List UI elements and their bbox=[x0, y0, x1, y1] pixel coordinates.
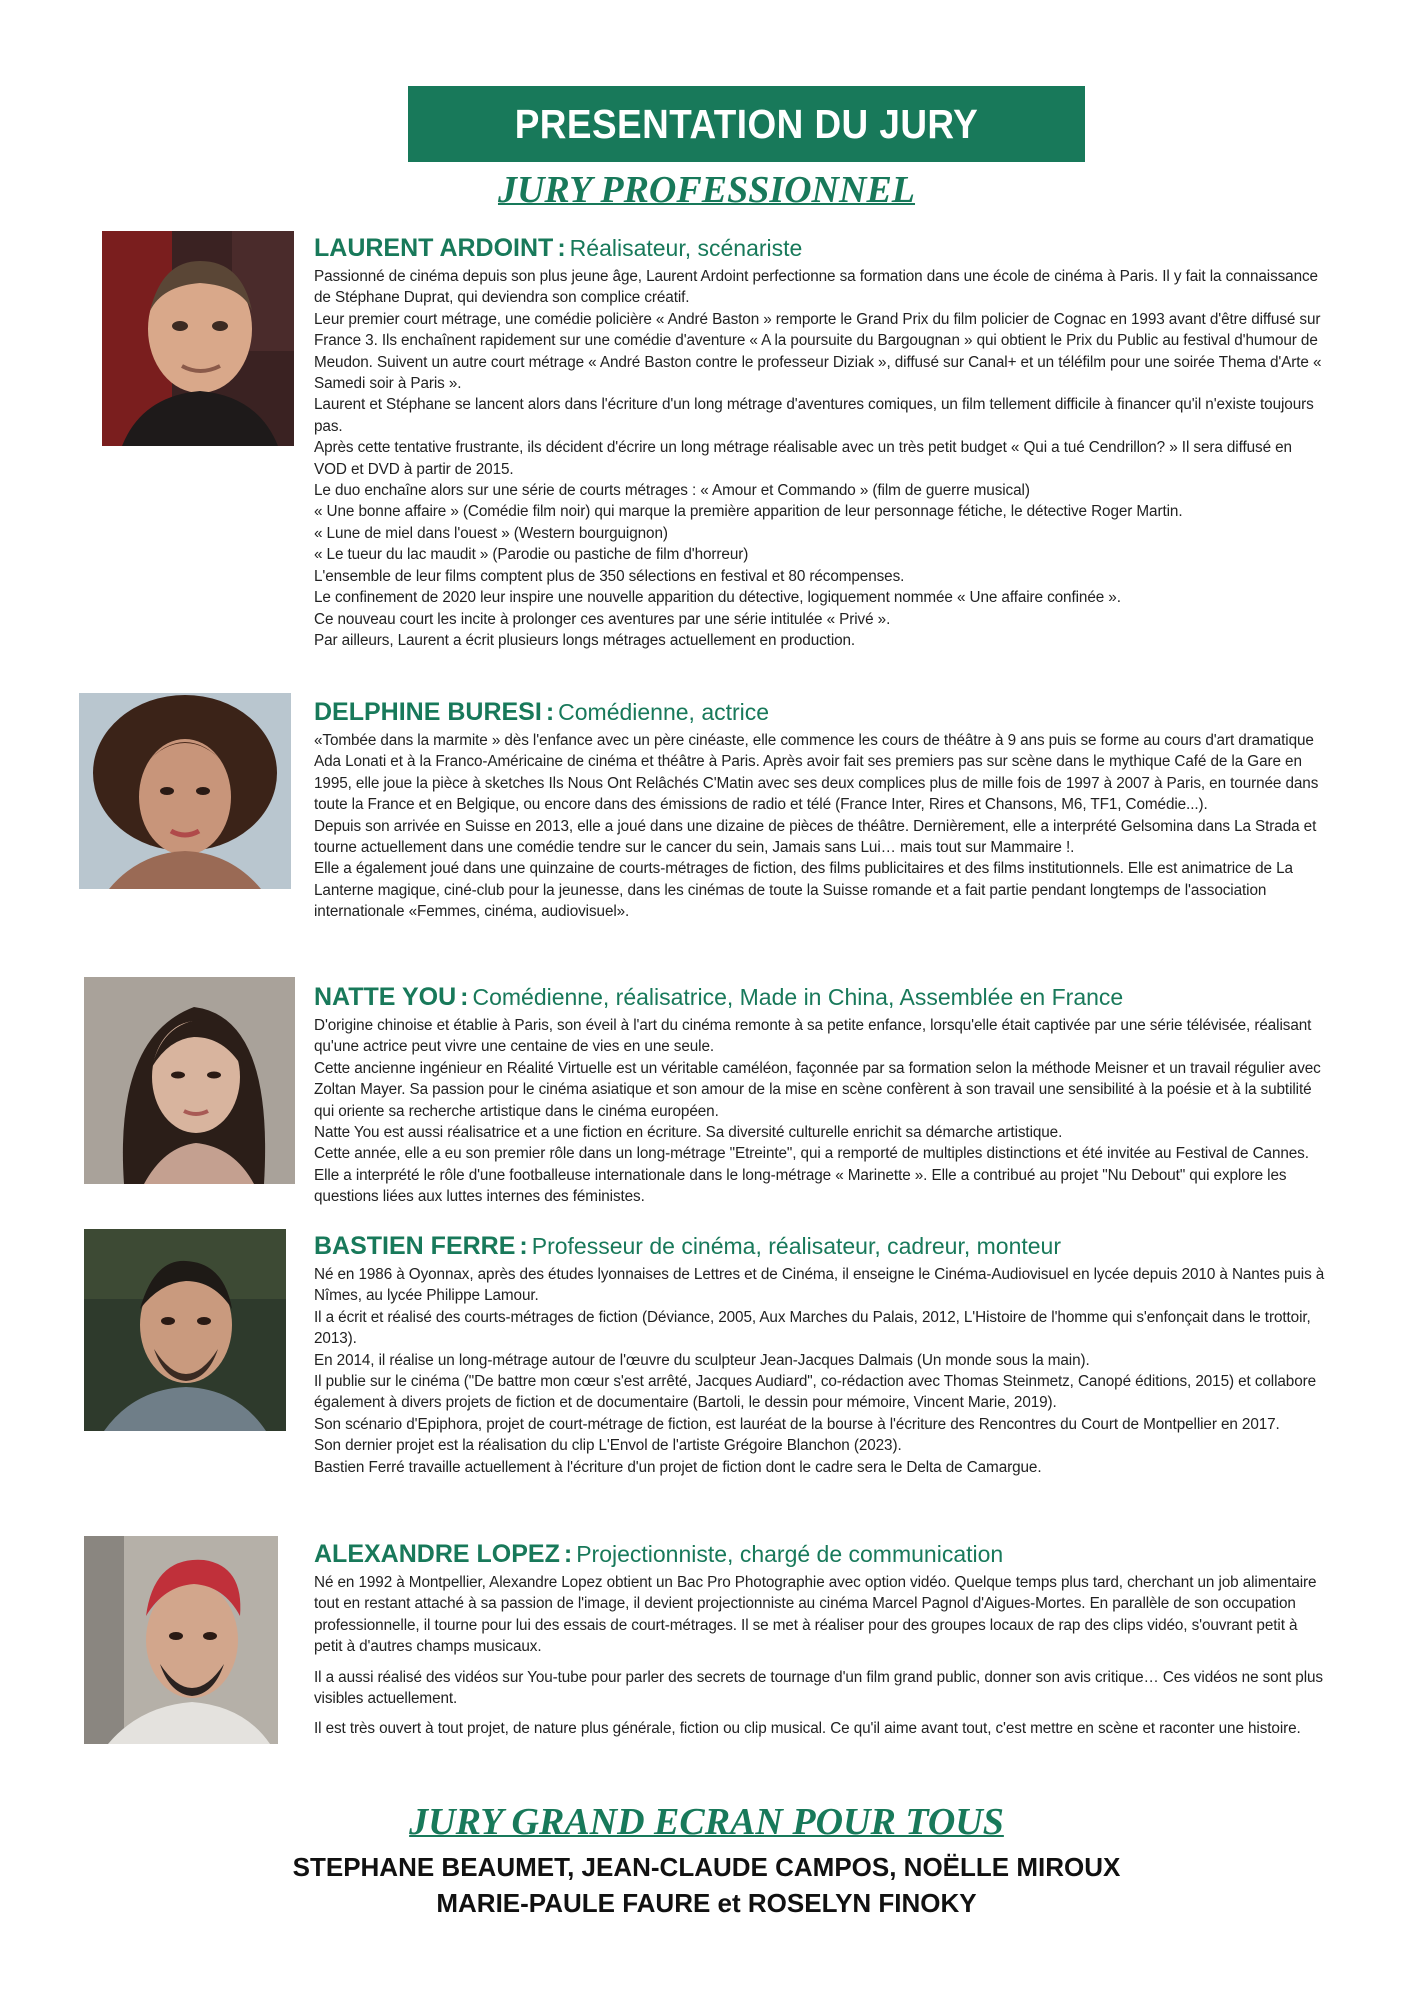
photo-alexandre-lopez bbox=[84, 1536, 278, 1744]
section-heading-professional: JURY PROFESSIONNEL bbox=[497, 169, 916, 211]
bio-paragraph: «Tombée dans la marmite » dès l'enfance avec un père cinéaste, elle commence les cours de théâtre à 9 ans puis se forme au cours d'art dramatique Ada Lonati et à la Franco-Américaine de cinéma et théâtre à Paris. Après avoir fait ses premiers pas sur scène dans le mythique Café de la Gare en 1995, elle joue la pièce à sketches Ils Nous Ont Relâchés C'Matin avec ses deux complices plus de mille fois de 1997 à 2007 à Paris, en tournée dans toute la France et en Belgique, ou encore dans des émissions de radio et télé (France Inter, Rires et Chansons, M6, TF1, Comédie...). bbox=[314, 732, 1319, 814]
bio-paragraph: Son scénario d'Epiphora, projet de court-métrage de fiction, est lauréat de la bourse à l'écriture des Rencontres du Court de Montpellier en 2017. bbox=[314, 1415, 1280, 1433]
jury-bio bbox=[314, 730, 1326, 923]
photo-delphine-buresi bbox=[79, 693, 291, 889]
bio-paragraph: Ce nouveau court les incite à prolonger ces aventures par une série intitulée « Privé ». bbox=[314, 610, 891, 628]
jury-name: NATTE YOU bbox=[314, 983, 457, 1011]
jury-entry-bastien-ferre bbox=[314, 1232, 1326, 1478]
bio-paragraph: Né en 1986 à Oyonnax, après des études lyonnaises de Lettres et de Cinéma, il enseigne le Cinéma-Audiovisuel en lycée depuis 2010 à Nantes puis à Nîmes, au lycée Philippe Lamour. bbox=[314, 1266, 1325, 1305]
bio-paragraph: Bastien Ferré travaille actuellement à l'écriture d'un projet de fiction dont le cadre sera le Delta de Camargue. bbox=[314, 1458, 1042, 1476]
bio-paragraph: Il est très ouvert à tout projet, de nature plus générale, fiction ou clip musical. Ce qu'il aime avant tout, c'est mettre en scène et raconter une histoire. bbox=[314, 1720, 1301, 1738]
jury-members-line-2: MARIE-PAULE FAURE et ROSELYN FINOKY bbox=[436, 1888, 977, 1918]
bio-paragraph: Cette ancienne ingénieur en Réalité Virtuelle est un véritable caméléon, façonnée par sa formation selon la méthode Meisner et un travail régulier avec Zoltan Mayer. Sa passion pour le cinéma asiatique et son amour de la mise en scène confèrent à son travail une sensibilité à la poésie et à la subtilité qui oriente sa recherche artistique dans le cinéma européen. bbox=[314, 1059, 1321, 1120]
jury-entry-delphine-buresi bbox=[314, 698, 1326, 923]
bio-paragraph: Laurent et Stéphane se lancent alors dans l'écriture d'un long métrage d'aventures comiques, un film tellement difficile à financer qu'il n'existe toujours pas. bbox=[314, 396, 1314, 435]
name-separator: : bbox=[545, 698, 555, 726]
section-heading-grand-ecran: JURY GRAND ECRAN POUR TOUS bbox=[409, 1801, 1004, 1843]
bio-paragraph: Passionné de cinéma depuis son plus jeune âge, Laurent Ardoint perfectionne sa formation dans une école de cinéma à Paris. Il y fait la connaissance de Stéphane Duprat, qui deviendra son complice créatif. bbox=[314, 268, 1318, 307]
jury-role: Comédienne, réalisatrice, Made in China, Assemblée en France bbox=[472, 984, 1124, 1010]
bio-paragraph: D'origine chinoise et établie à Paris, son éveil à l'art du cinéma remonte à sa petite enfance, lorsqu'elle était captivée par une série télévisée, réalisant qu'une actrice peut vivre une centaine de vies en une seule. bbox=[314, 1017, 1312, 1056]
bio-paragraph: Né en 1992 à Montpellier, Alexandre Lopez obtient un Bac Pro Photographie avec option vidéo. Quelque temps plus tard, cherchant un job alimentaire tout en restant attaché à sa passion de l'image, il devient projectionniste au cinéma Marcel Pagnol d'Aigues-Mortes. En parallèle de son occupation professionnelle, il tourne pour lui des essais de court-métrages. Il se met à réaliser pour des groupes locaux de rap des clips vidéo, s'ouvrant petit à petit à d'autres champs musicaux. bbox=[314, 1574, 1317, 1656]
title-banner bbox=[408, 86, 1085, 162]
jury-name-line bbox=[314, 983, 1326, 1012]
jury-bio bbox=[314, 1015, 1326, 1208]
page-title: PRESENTATION DU JURY bbox=[514, 100, 979, 147]
bio-paragraph: Elle a également joué dans une quinzaine de courts-métrages de fiction, des films publicitaires et des films institutionnels. Elle est animatrice de La Lanterne magique, ciné-club pour la jeunesse, dans les cinémas de toute la Suisse romande et a fait partie pendant longtemps de l'association internationale «Femmes, cinéma, audiovisuel». bbox=[314, 860, 1293, 921]
jury-role: Comédienne, actrice bbox=[558, 699, 770, 725]
jury-name-line bbox=[314, 234, 1326, 263]
bio-paragraph: Après cette tentative frustrante, ils décident d'écrire un long métrage réalisable avec un très petit budget « Qui a tué Cendrillon? » Il sera diffusé en VOD et DVD à partir de 2015. bbox=[314, 439, 1292, 478]
jury-name: LAURENT ARDOINT bbox=[314, 234, 554, 262]
bio-paragraph: Le confinement de 2020 leur inspire une nouvelle apparition du détective, logiquement nommée « Une affaire confinée ». bbox=[314, 589, 1121, 607]
bio-paragraph: « Lune de miel dans l'ouest » (Western bourguignon) bbox=[314, 524, 668, 542]
name-separator: : bbox=[460, 983, 469, 1011]
bio-paragraph: Par ailleurs, Laurent a écrit plusieurs longs métrages actuellement en production. bbox=[314, 631, 856, 649]
bio-paragraph: En 2014, il réalise un long-métrage autour de l'œuvre du sculpteur Jean-Jacques Dalmais (Un monde sous la main). bbox=[314, 1351, 1090, 1369]
bio-paragraph: Le duo enchaîne alors sur une série de courts métrages : « Amour et Commando » (film de guerre musical) bbox=[314, 482, 1030, 500]
jury-role: Professeur de cinéma, réalisateur, cadreur, monteur bbox=[531, 1233, 1062, 1259]
bio-paragraph: Natte You est aussi réalisatrice et a une fiction en écriture. Sa diversité culturelle enrichit sa démarche artistique. bbox=[314, 1124, 1063, 1142]
bio-paragraph: « Une bonne affaire » (Comédie film noir) qui marque la première apparition de leur personnage fétiche, le détective Roger Martin. bbox=[314, 503, 1183, 521]
bio-paragraph: Son dernier projet est la réalisation du clip L'Envol de l'artiste Grégoire Blanchon (2023). bbox=[314, 1437, 902, 1455]
bio-paragraph: Cette année, elle a eu son premier rôle dans un long-métrage "Etreinte", qui a remporté de multiples distinctions et été invitée au Festival de Cannes. Elle a interprété le rôle d'une footballeuse internationale dans le long-métrage « Marinette ». Elle a contribué au projet "Nu Debout" qui explore les questions liées aux luttes internes des féministes. bbox=[314, 1145, 1309, 1206]
jury-name: BASTIEN FERRE bbox=[314, 1232, 516, 1260]
bio-paragraph: Il publie sur le cinéma ("De battre mon cœur s'est arrêté, Jacques Audiard", co-rédaction avec Thomas Steinmetz, Canopé éditions, 2015) et collabore également à divers projets de fiction et de documentaire (Bartoli, le dessin pour mémoire, Vincent Marie, 2019). bbox=[314, 1373, 1317, 1412]
bio-paragraph: Depuis son arrivée en Suisse en 2013, elle a joué dans une dizaine de pièces de théâtre. Dernièrement, elle a interprété Gelsomina dans La Strada et tourne actuellement dans une comédie tendre sur le cancer du sein, Jamais sans Lui… mais tout sur Mammaire !. bbox=[314, 817, 1317, 857]
name-separator: : bbox=[557, 234, 566, 262]
jury-name-line bbox=[314, 698, 1326, 727]
jury-name-line bbox=[314, 1232, 1326, 1261]
bio-paragraph: « Le tueur du lac maudit » (Parodie ou pastiche de film d'horreur) bbox=[314, 546, 749, 564]
jury-bio bbox=[314, 1572, 1326, 1740]
photo-natte-you bbox=[84, 977, 295, 1184]
jury-bio bbox=[314, 1264, 1326, 1478]
jury-name: ALEXANDRE LOPEZ bbox=[314, 1540, 560, 1568]
jury-entry-alexandre-lopez bbox=[314, 1540, 1326, 1740]
jury-name: DELPHINE BURESI bbox=[314, 698, 542, 726]
bio-paragraph: Il a aussi réalisé des vidéos sur You-tube pour parler des secrets de tournage d'un film grand public, donner son avis critique… Ces vidéos ne sont plus visibles actuellement. bbox=[314, 1668, 1323, 1708]
name-separator: : bbox=[563, 1540, 573, 1568]
photo-bastien-ferre bbox=[84, 1229, 286, 1431]
jury-role: Projectionniste, chargé de communication bbox=[576, 1541, 1004, 1567]
photo-laurent-ardoint bbox=[102, 231, 294, 446]
bio-paragraph: L'ensemble de leur films comptent plus de 350 sélections en festival et 80 récompenses. bbox=[314, 567, 905, 585]
bio-paragraph: Il a écrit et réalisé des courts-métrages de fiction (Déviance, 2005, Aux Marches du Palais, 2012, L'Histoire de l'homme qui s'enfonçait dans le trottoir, 2013). bbox=[314, 1308, 1311, 1348]
jury-role: Réalisateur, scénariste bbox=[569, 235, 803, 261]
jury-entry-laurent-ardoint bbox=[314, 234, 1326, 651]
jury-name-line bbox=[314, 1540, 1326, 1569]
jury-members-line-1: STEPHANE BEAUMET, JEAN-CLAUDE CAMPOS, NOËLLE MIROUX bbox=[292, 1852, 1121, 1882]
jury-entry-natte-you bbox=[314, 983, 1326, 1208]
bio-paragraph: Leur premier court métrage, une comédie policière « André Baston » remporte le Grand Prix du film policier de Cognac en 1993 avant d'être diffusé sur France 3. Ils enchaînent rapidement sur une comédie d'aventure « A la poursuite du Bargougnan » qui obtient le Prix du Public au festival d'humour de Meudon. Suivent un autre court métrage « André Baston contre le professeur Diziak », diffusé sur Canal+ et un téléfilm pour une soirée Thema d'Arte « Samedi soir à Paris ». bbox=[314, 310, 1322, 393]
name-separator: : bbox=[519, 1232, 528, 1260]
jury-bio bbox=[314, 266, 1326, 651]
